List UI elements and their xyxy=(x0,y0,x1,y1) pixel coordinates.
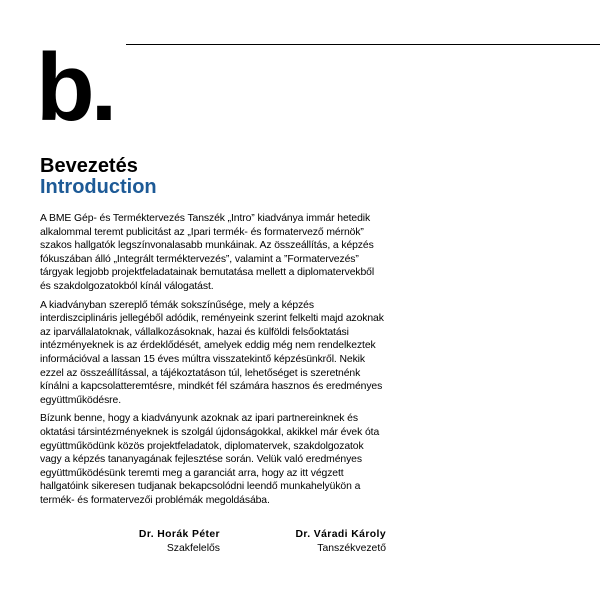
signatory-role: Tanszékvezető xyxy=(317,543,386,554)
body-text xyxy=(40,212,386,512)
section-title-english: Introduction xyxy=(40,176,157,198)
paragraph: A kiadványban szereplő témák sokszínűsége, mely a képzés interdiszciplináris jellegéből adódik, reményeink szerint felkelti majd azoknak az iparvállalatoknak, vállalkozásoknak, hazai és külföldi felsőoktatási intézményeknek is az érdeklődését, amelyek eddig még nem rendelkeztek információval a lassan 15 éves múltra visszatekintő képzésünkről. Nekik ezzel az összeállítással, a tájékoztatáson túl, lehetőséget is szeretnénk kínálni a kapcsolatteremtésre, mindkét fél számára hasznos és eredményes együttműködésre. xyxy=(40,299,384,406)
signatures xyxy=(40,528,386,568)
signature-block xyxy=(139,528,220,556)
signatory-name: Dr. Horák Péter xyxy=(138,529,220,540)
chapter-mark: b. xyxy=(36,34,114,141)
top-rule xyxy=(126,44,600,45)
signatory-role: Szakfelelős xyxy=(166,543,220,554)
paragraph: Bízunk benne, hogy a kiadványunk azoknak az ipari partnereinknek és oktatási társintézményeknek is szolgál újdonságokkal, akikkel már évek óta együttműködünk közös projektfeladatok, diplomatervek, szakdolgozatok vagy a képzés tananyagának fejlesztése során. Velük való eredményes együttműködésünk teremti meg a garanciát arra, hogy az itt végzett hallgatóink sikeresen tudjanak bekapcsolódni leendő munkahelyükön a termék- és formatervezői problémák megoldásába. xyxy=(40,413,380,506)
signatory-name: Dr. Váradi Károly xyxy=(295,529,386,540)
section-title-hungarian: Bevezetés xyxy=(40,155,138,177)
signature-block xyxy=(295,528,386,556)
paragraph: A BME Gép- és Terméktervezés Tanszék „Intro” kiadványa immár hetedik alkalommal teremt publicitást az „Ipari termék- és formatervező mérnök” szakos hallgatók legszínvonalasabb munkáinak. Az összeállítás, a képzés fókuszában álló „Integrált terméktervezés”, valamint a ”Formatervezés” tárgyak legjobb projektfeladatainak bemutatása mellett a diplomatervekből és szakdolgozatokból kínál válogatást. xyxy=(40,213,375,292)
